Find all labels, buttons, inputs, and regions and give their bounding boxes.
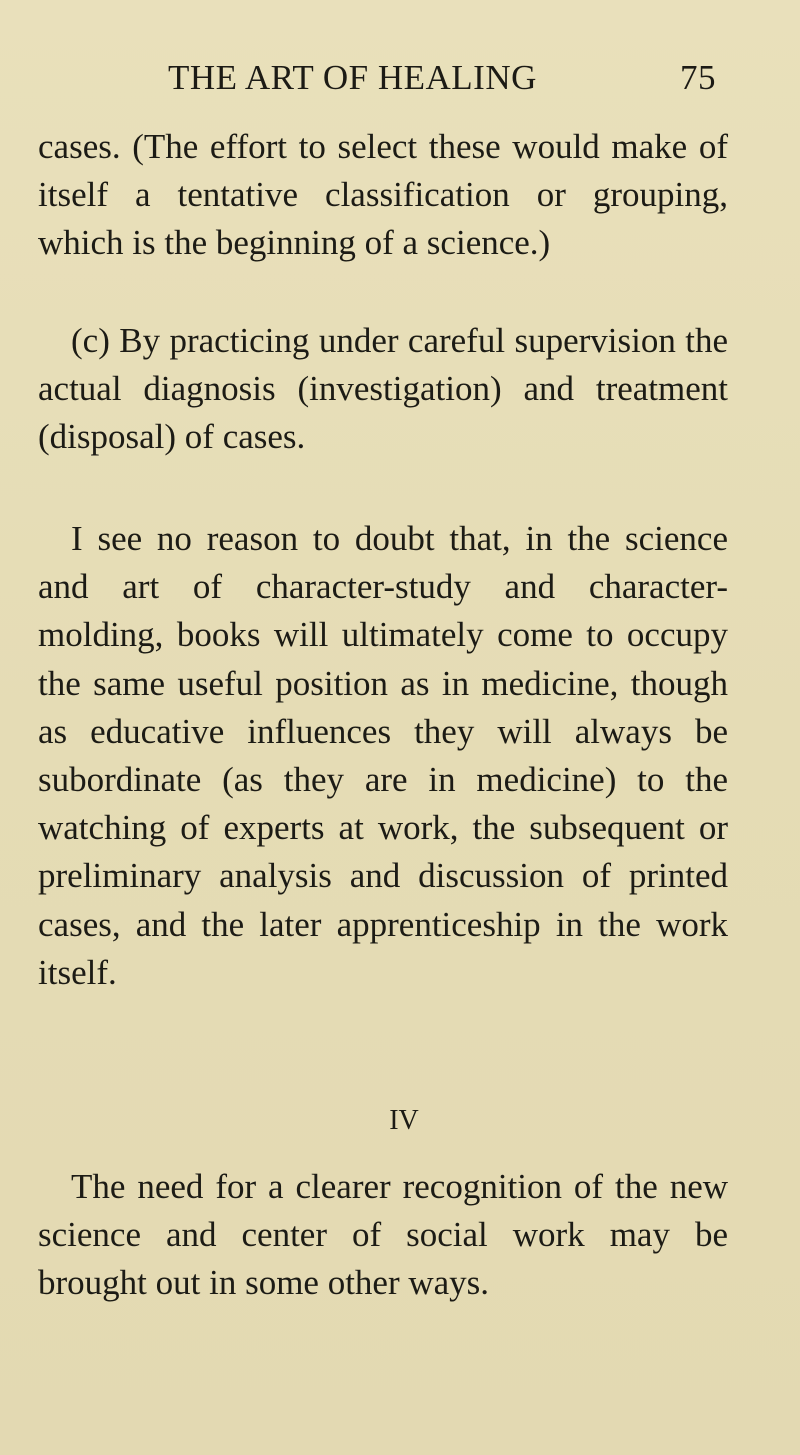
paragraph-section-iv: The need for a clearer recognition of the new science and center of social work may be brought out in some other ways. bbox=[38, 1167, 728, 1303]
running-title: THE ART OF HEALING bbox=[168, 58, 537, 97]
page-number: 75 bbox=[680, 58, 716, 97]
running-header bbox=[0, 58, 800, 108]
paragraph-books: I see no reason to doubt that, in the science and art of character-study and character-molding, books will ultimately come to occupy the same useful position as in medicine, though as educative influences they will always be subordinate (as they are in medicine) to the watching of experts at work, the subsequent or preliminary analysis and discussion of printed cases, and the later apprenticeship in the work itself. bbox=[38, 519, 728, 992]
paragraph-continuation: cases. (The effort to select these would make of itself a tentative classification or grouping, which is the beginning of a science.) bbox=[38, 127, 728, 263]
section-heading: IV bbox=[389, 1105, 419, 1136]
paragraph-point-c: (c) By practicing under careful supervision the actual diagnosis (investigation) and treatment (disposal) of cases. bbox=[38, 321, 728, 457]
